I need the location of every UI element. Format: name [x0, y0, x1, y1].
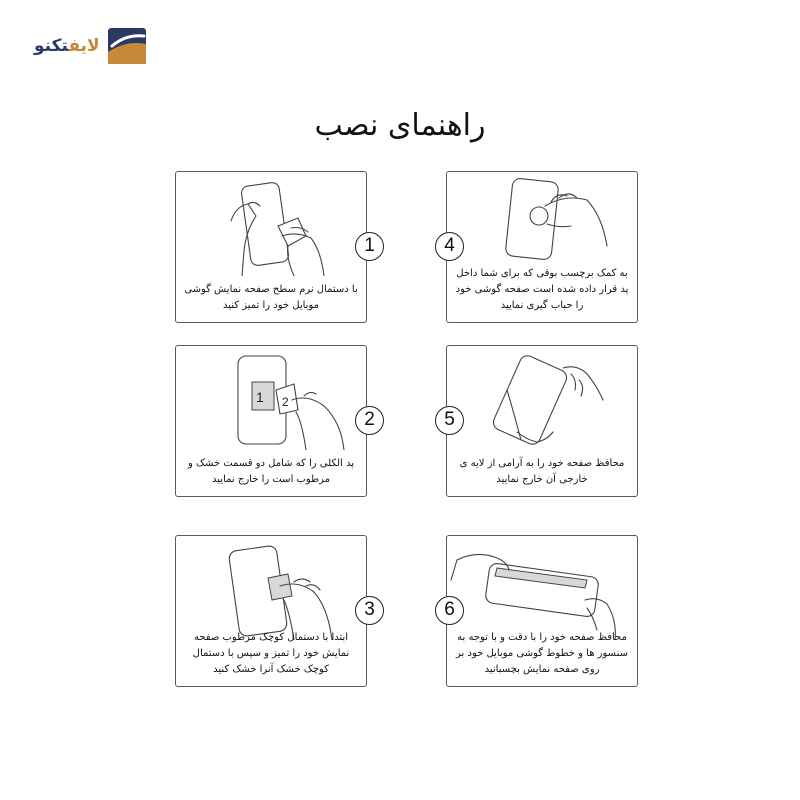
step-number-5: 5: [435, 406, 464, 435]
step-text-3: ابتدا با دستمال کوچک مرطوب صفحه نمایش خود را تمیز و سپس با دستمال کوچک خشک آنرا خشک کنید: [192, 632, 350, 675]
page-title: راهنمای نصب: [314, 108, 486, 143]
step-card-2: [175, 345, 375, 497]
step-card-6: [446, 535, 638, 687]
wipe-cloth-illustration: [176, 176, 366, 276]
small-cloth-illustration: [176, 540, 366, 640]
step-card-3: [175, 535, 375, 687]
step-number-2: 2: [355, 406, 384, 435]
logo-text: لایفتکنو: [34, 36, 100, 56]
svg-text:1: 1: [256, 389, 264, 405]
step-number-3: 3: [355, 596, 384, 625]
step-number-4: 4: [435, 232, 464, 261]
svg-text:2: 2: [282, 395, 289, 409]
apply-protector-illustration: [447, 540, 637, 640]
logo-mark-icon: [106, 26, 148, 66]
step-text-5: محافظ صفحه خود را به آرامی از لایه ی خارجی آن خارج نمایید: [459, 458, 625, 485]
step-card-4: [446, 171, 638, 323]
step-text-6: محافظ صفحه خود را با دقت و با توجه به سنسور ها و خطوط گوشی موبایل خود بر روی صفحه نمایش بچسبانید: [456, 632, 628, 675]
step-text-4: به کمک برچسب بوقی که برای شما داخل پد قرار داده شده است صفحه گوشی خود را حباب گیری نمایید: [455, 268, 629, 311]
step-text-2: پد الکلی را که شامل دو قسمت خشک و مرطوب است را خارج نمایید: [187, 458, 354, 485]
alcohol-pad-illustration: [176, 350, 366, 450]
dust-sticker-illustration: [447, 176, 637, 276]
step-text-1: با دستمال نرم سطح صفحه نمایش گوشی موبایل خود را تمیز کنید: [184, 284, 358, 311]
peel-film-illustration: [447, 350, 637, 450]
step-number-6: 6: [435, 596, 464, 625]
step-card-1: [175, 171, 375, 323]
step-card-5: [446, 345, 638, 497]
brand-logo[interactable]: [34, 26, 164, 66]
step-number-1: 1: [355, 232, 384, 261]
